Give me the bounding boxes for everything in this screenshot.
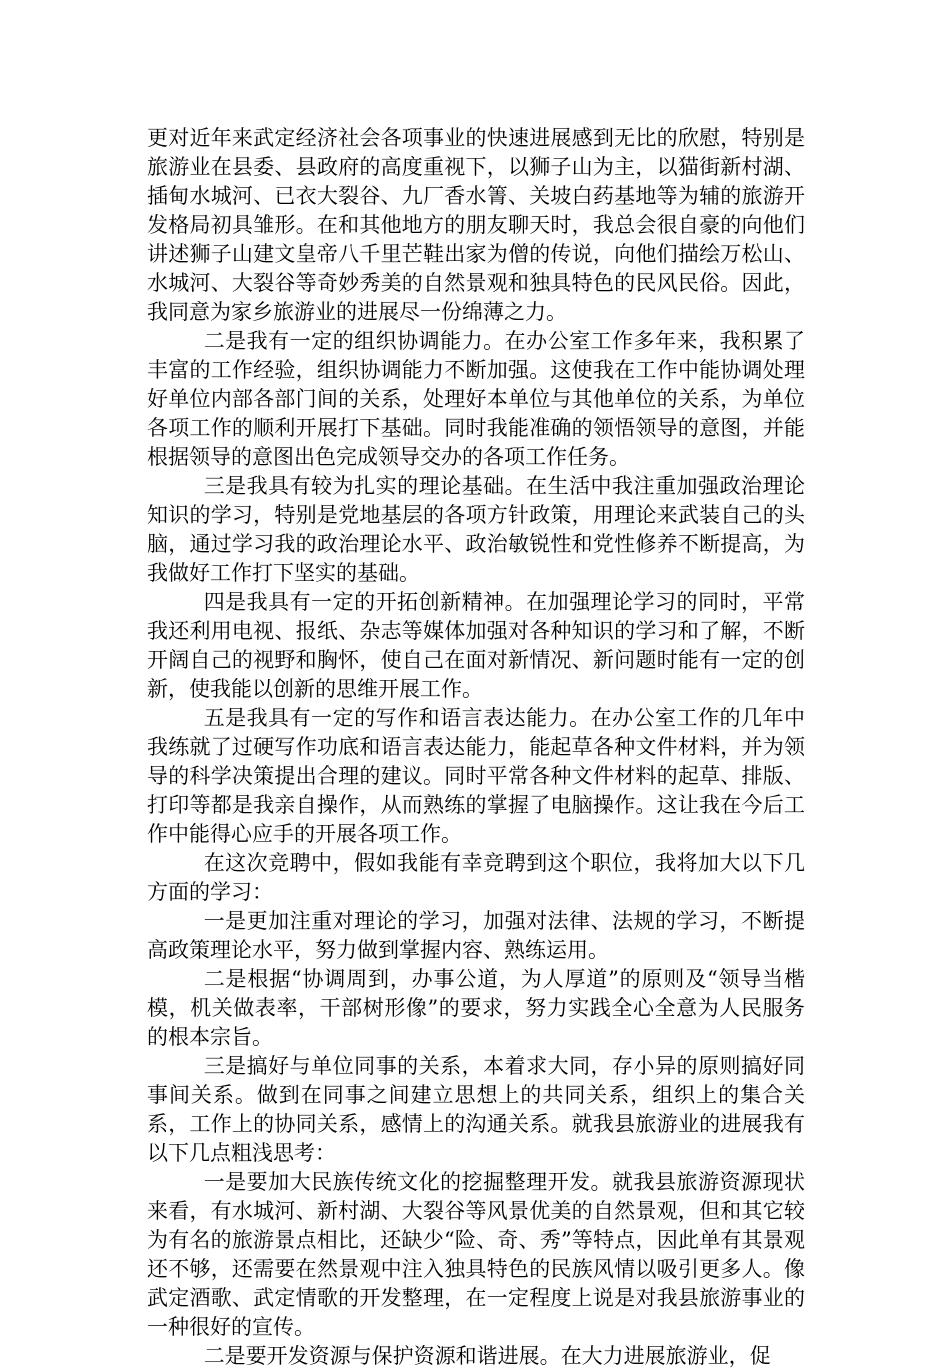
paragraph-ability-theory: 三是我具有较为扎实的理论基础。在生活中我注重加强政治理论知识的学习，特别是党地基层的各项方针政策，用理论来武装自己的头脑，通过学习我的政治理论水平、政治敏锐性和党性修养不断提高，为我做好工作打下坚实的基础。	[147, 474, 805, 585]
paragraph-study-theory: 一是更加注重对理论的学习，加强对法律、法规的学习，不断提高政策理论水平，努力做到掌握内容、熟练运用。	[147, 909, 805, 962]
paragraph-tourism-culture: 一是要加大民族传统文化的挖掘整理开发。就我县旅游资源现状来看，有水城河、新村湖、大裂谷等风景优美的自然景观，但和其它较为有名的旅游景点相比，还缺少“险、奇、秀”等特点，因此单有其景观还不够，还需要在然景观中注入独具特色的民族风情以吸引更多人。像武定酒歌、武定情歌的开发整理，在一定程度上说是对我县旅游事业的一种很好的宣传。	[147, 1170, 805, 1339]
paragraph-tourism-resources: 二是要开发资源与保护资源和谐进展。在大力进展旅游业，促	[203, 1344, 771, 1368]
paragraph-study-relations: 三是搞好与单位同事的关系，本着求大同，存小异的原则搞好同事间关系。做到在同事之间建立思想上的共同关系，组织上的集合关系，工作上的协同关系，感情上的沟通关系。就我县旅游业的进展我有以下几点粗浅思考：	[147, 1054, 805, 1165]
paragraph-continued: 更对近年来武定经济社会各项事业的快速进展感到无比的欣慰，特别是旅游业在县委、县政府的高度重视下，以狮子山为主，以猫街新村湖、插甸水城河、已衣大裂谷、九厂香水箐、关坡白药基地等为辅的旅游开发格局初具雏形。在和其他地方的朋友聊天时，我总会很自豪的向他们讲述狮子山建文皇帝八千里芒鞋出家为僧的传说，向他们描绘万松山、水城河、大裂谷等奇妙秀美的自然景观和独具特色的民风民俗。因此，我同意为家乡旅游业的进展尽一份绵薄之力。	[147, 126, 805, 324]
paragraph-study-intro: 在这次竞聘中，假如我能有幸竞聘到这个职位，我将加大以下几方面的学习：	[147, 851, 805, 904]
paragraph-study-principle: 二是根据“协调周到，办事公道，为人厚道”的原则及“领导当楷模，机关做表率，干部树形像”的要求，努力实践全心全意为人民服务的根本宗旨。	[147, 967, 805, 1049]
paragraph-ability-innovation: 四是我具有一定的开拓创新精神。在加强理论学习的同时，平常我还利用电视、报纸、杂志等媒体加强对各种知识的学习和了解，不断开阔自己的视野和胸怀，使自己在面对新情况、新问题时能有一定的创新，使我能以创新的思维开展工作。	[147, 590, 805, 701]
paragraph-ability-writing: 五是我具有一定的写作和语言表达能力。在办公室工作的几年中我练就了过硬写作功底和语言表达能力，能起草各种文件材料，并为领导的科学决策提出合理的建议。同时平常各种文件材料的起草、排版、打印等都是我亲自操作，从而熟练的掌握了电脑操作。这让我在今后工作中能得心应手的开展各项工作。	[147, 706, 805, 846]
document-body	[147, 124, 805, 1371]
paragraph-ability-coordination: 二是我有一定的组织协调能力。在办公室工作多年来，我积累了丰富的工作经验，组织协调能力不断加强。这使我在工作中能协调处理好单位内部各部门间的关系，处理好本单位与其他单位的关系，为单位各项工作的顺利开展打下基础。同时我能准确的领悟领导的意图，并能根据领导的意图出色完成领导交办的各项工作任务。	[147, 329, 805, 469]
